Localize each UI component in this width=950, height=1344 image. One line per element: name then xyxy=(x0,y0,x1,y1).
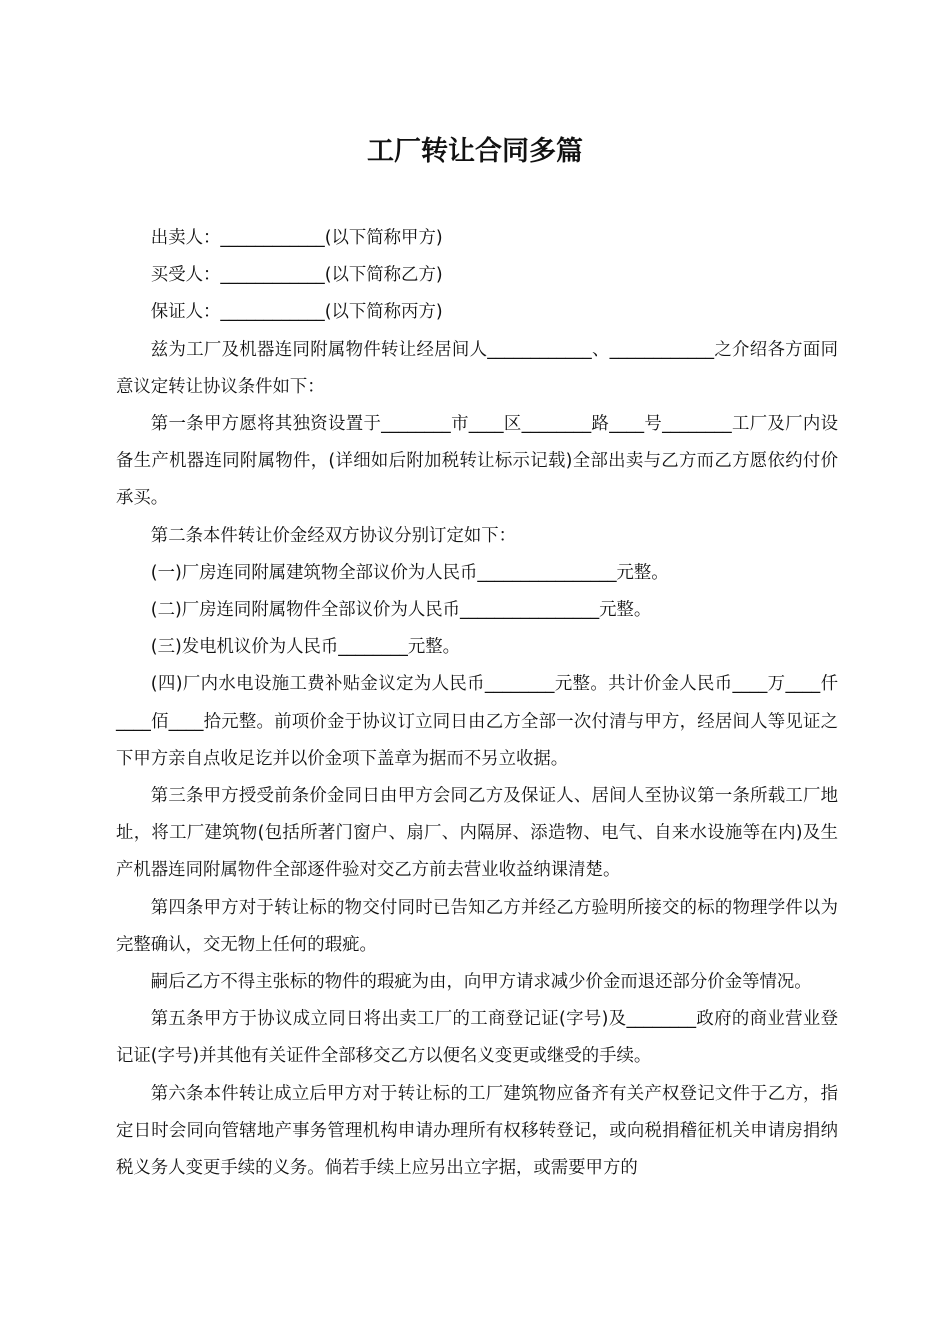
preamble-paragraph: 兹为工厂及机器连同附属物件转让经居间人____________、____________之介绍各方面同意议定转让协议条件如下： xyxy=(116,339,838,397)
article-2-item-4: (四)厂内水电设施工费补贴金议定为人民币________元整。共计价金人民币____万____仟____佰____拾元整。前项价金于协议订立同日由乙方全部一次付清与甲方，经居间人等见证之下甲方亲自点收足讫并以价金项下盖章为据而不另立收据。 xyxy=(116,674,838,769)
article-2-paragraph: 第二条本件转让价金经双方协议分别订定如下： xyxy=(150,525,517,546)
article-5-paragraph: 第五条甲方于协议成立同日将出卖工厂的工商登记证(字号)及________政府的商业营业登记证(字号)并其他有关证件全部移交乙方以便名义变更或继受的手续。 xyxy=(116,1009,838,1067)
document-body xyxy=(116,220,838,1187)
article-2-item-1: (一)厂房连同附属建筑物全部议价为人民币________________元整。 xyxy=(150,562,669,583)
buyer-line: 买受人：____________(以下简称乙方) xyxy=(150,265,443,286)
article-6-paragraph: 第六条本件转让成立后甲方对于转让标的工厂建筑物应备齐有关产权登记文件于乙方，指定日时会同向管辖地产事务管理机构申请办理所有权移转登记，或向税捐稽征机关申请房捐纳税义务人变更手续的义务。倘若手续上应另出立字据，或需要甲方的 xyxy=(116,1083,838,1179)
guarantor-line: 保证人：____________(以下简称丙方) xyxy=(150,302,443,323)
article-4-paragraph: 第四条甲方对于转让标的物交付同时已告知乙方并经乙方验明所接交的标的物理学件以为完整确认，交无物上任何的瑕疵。 xyxy=(116,897,838,955)
document-title: 工厂转让合同多篇 xyxy=(367,136,583,167)
seller-line: 出卖人：____________(以下简称甲方) xyxy=(150,228,443,248)
article-2-item-2: (二)厂房连同附属物件全部议价为人民币________________元整。 xyxy=(150,600,652,621)
article-2-item-3: (三)发电机议价为人民币________元整。 xyxy=(150,637,461,658)
article-1-paragraph: 第一条甲方愿将其独资设置于________市____区________路____号________工厂及厂内设备生产机器连同附属物件，(详细如后附加税转让标示记载)全部出卖与乙方而乙方愿依约付价承买。 xyxy=(116,414,838,509)
article-4-continuation: 嗣后乙方不得主张标的物件的瑕疵为由，向甲方请求减少价金而退还部分价金等情况。 xyxy=(150,972,812,993)
article-3-paragraph: 第三条甲方授受前条价金同日由甲方会同乙方及保证人、居间人至协议第一条所载工厂地址，将工厂建筑物(包括所著门窗户、扇厂、内隔屏、添造物、电气、自来水设施等在内)及生产机器连同附属物件全部逐件验对交乙方前去营业收益纳课清楚。 xyxy=(116,786,838,881)
